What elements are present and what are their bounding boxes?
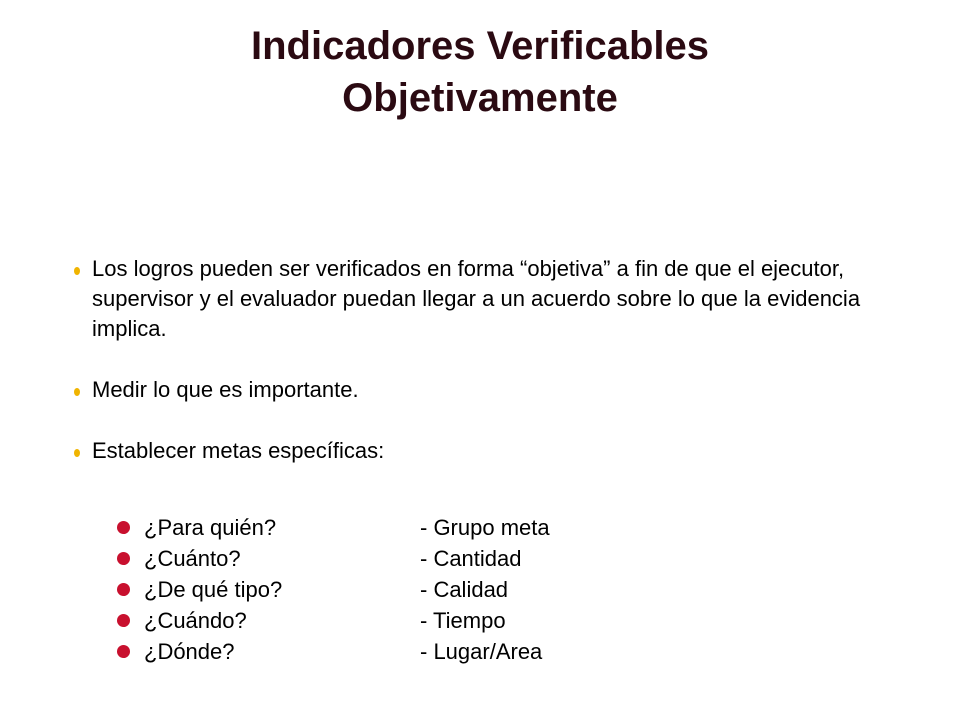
bullet-item — [64, 254, 924, 344]
bullet-text: Los logros pueden ser verificados en forma “objetiva” a fin de que el ejecutor, supervisor y el evaluador puedan llegar a un acuerdo sobre lo que la evidencia implica. — [92, 256, 861, 341]
bullet-text: Medir lo que es importante. — [92, 377, 359, 402]
bullet-item — [64, 436, 924, 466]
sub-bullet-dot-icon — [117, 645, 130, 658]
sub-answer: - Cantidad — [420, 546, 522, 571]
sub-answer: - Lugar/Area — [420, 639, 543, 664]
bullet-dot-icon — [74, 388, 80, 396]
sub-bullet-dot-icon — [117, 614, 130, 627]
title-line-2: Objetivamente — [342, 76, 618, 120]
title-line-1: Indicadores Verificables — [251, 24, 709, 68]
sub-bullet-dot-icon — [117, 521, 130, 534]
sub-answer: - Tiempo — [420, 608, 506, 633]
sub-question: ¿De qué tipo? — [144, 577, 283, 602]
sub-question: ¿Dónde? — [144, 639, 235, 664]
slide-title — [0, 20, 960, 124]
bullet-text: Establecer metas específicas: — [92, 438, 385, 463]
bullet-list — [64, 254, 924, 466]
sub-question: ¿Para quién? — [144, 515, 277, 540]
sub-bullet-dot-icon — [117, 583, 130, 596]
sub-answer: - Grupo meta — [420, 515, 550, 540]
sub-bullet-dot-icon — [117, 552, 130, 565]
bullet-dot-icon — [74, 267, 80, 275]
sub-question: ¿Cuánto? — [144, 546, 241, 571]
bullet-dot-icon — [74, 449, 80, 457]
sub-question: ¿Cuándo? — [144, 608, 247, 633]
bullet-item — [64, 375, 924, 405]
sub-answer: - Calidad — [420, 577, 509, 602]
